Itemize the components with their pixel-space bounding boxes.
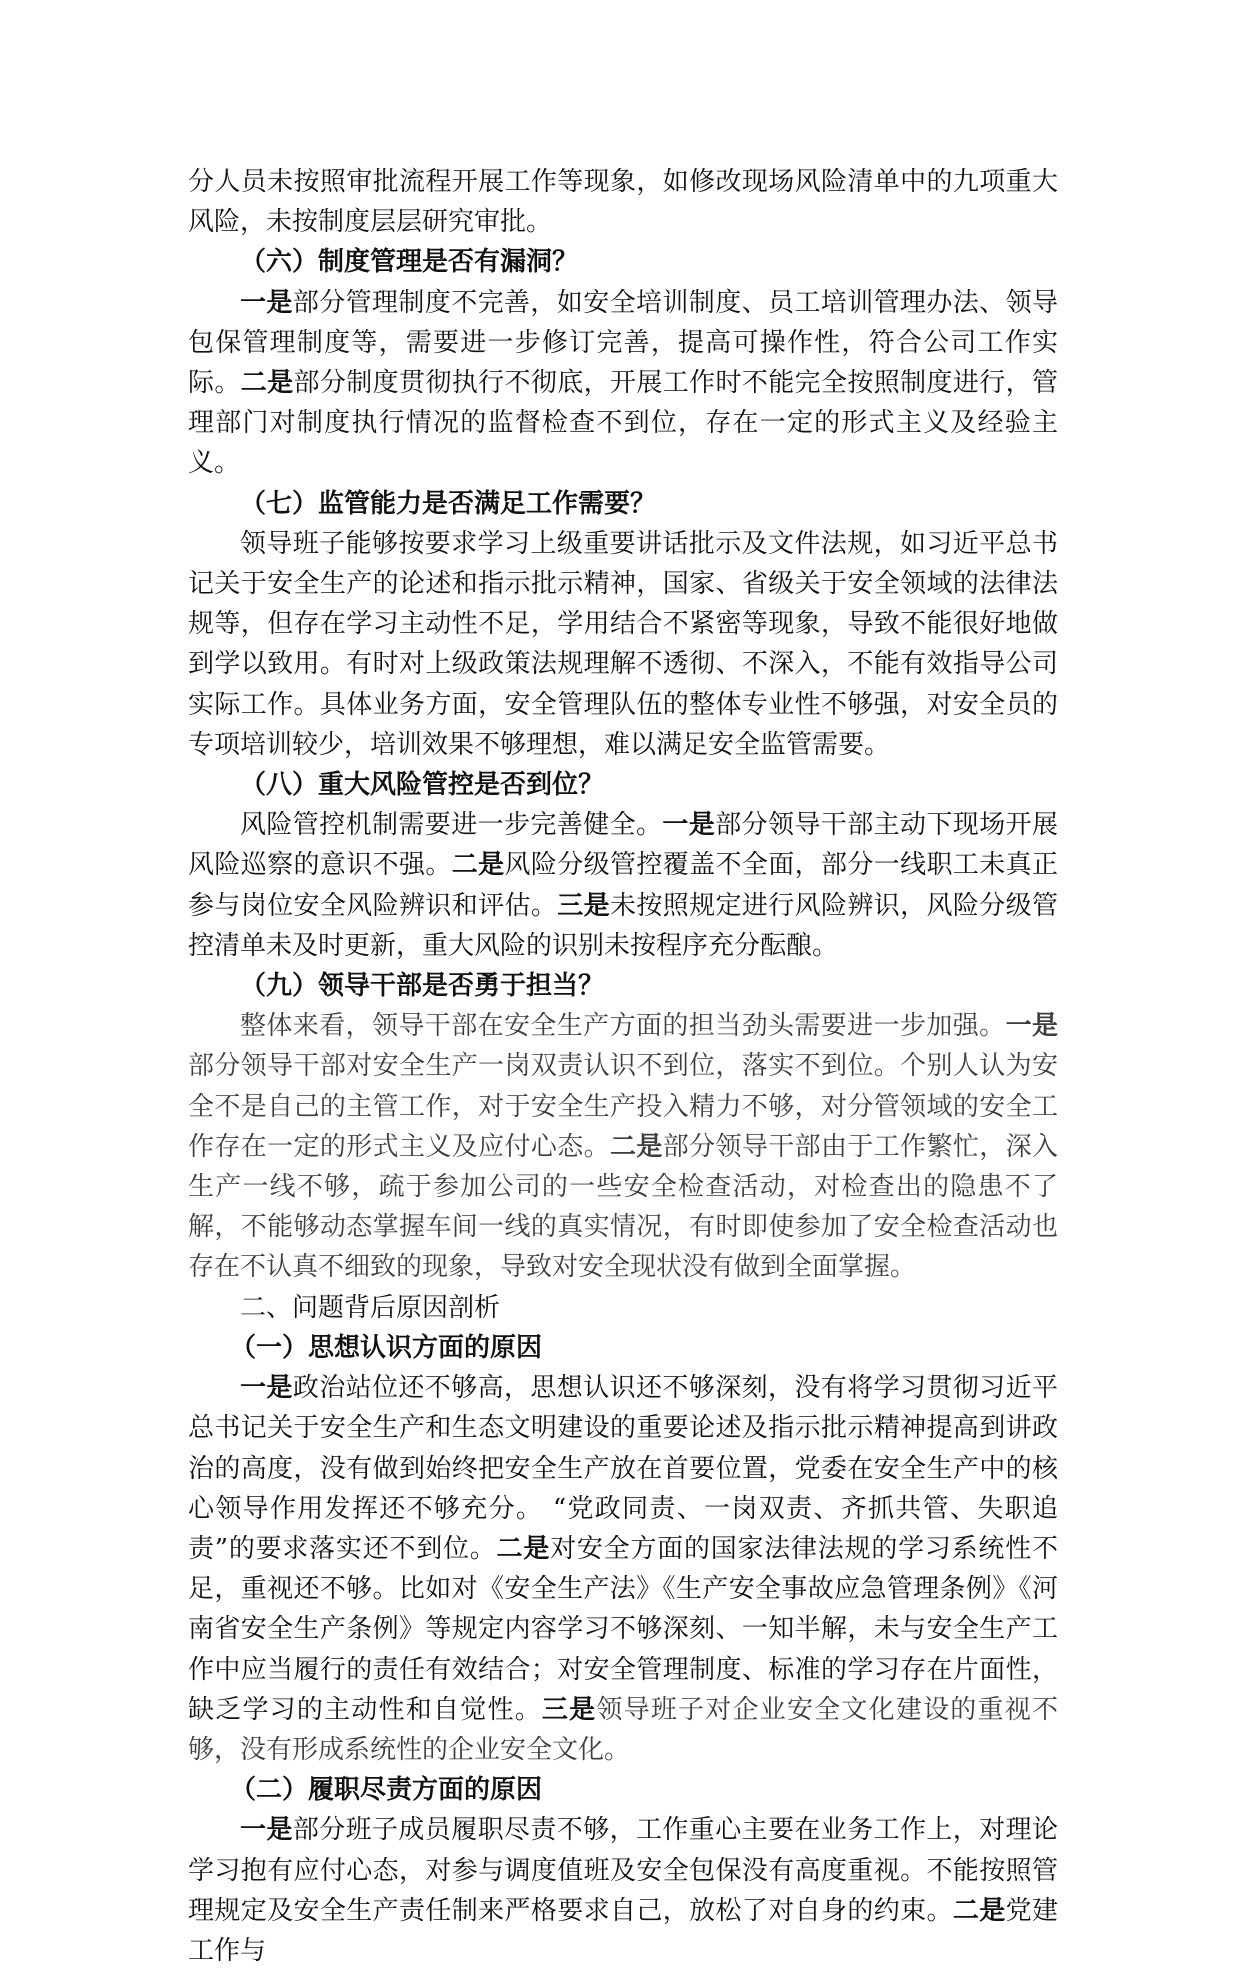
heading-seven: （七）监管能力是否满足工作需要？ [240,488,657,519]
paragraph-text: 部分领导干部由于工作繁忙，深入生产一线不够，疏于参加公司的一些安全检查活动，对检查出的隐患不了解，不能够动态掌握车间一线的真实情况，有时即使参加了安全检查活动也存在不认真不细致的现象，导致对安全现状没有做到全面掌握。 [188,1131,1058,1283]
paragraph-duty-causes [188,1810,1058,1971]
paragraph-text: 风险分级管控覆盖不全面，部分一线职工未真正参与岗位安全风险辨识和评估。 [188,850,1058,921]
document-body [188,162,1058,1971]
paragraph-text: 未按照规定进行风险辨识，风险分级管控清单未及时更新，重大风险的识别未按程序充分酝酿。 [188,890,1058,961]
heading-eight: （八）重大风险管控是否到位？ [240,770,605,801]
heading-nine: （九）领导干部是否勇于担当？ [240,971,605,1002]
subsection-title-duty-performance: （二）履职尽责方面的原因 [230,1775,543,1806]
subsection-title-ideology: （一）思想认识方面的原因 [230,1332,543,1363]
marker-second: 二是 [496,1533,551,1564]
marker-first: 一是 [240,287,293,318]
paragraph-text: 分人员未按照审批流程开展工作等现象，如修改现场风险清单中的九项重大风险，未按制度层层研究审批。 [188,167,1058,238]
paragraph-ideology-causes [188,1368,1058,1770]
paragraph-text: 对安全方面的国家法律法规的学习系统性不足，重视还不够。比如对《安全生产法》《生产安全事故应急管理条例》《河南省安全生产条例》等规定内容学习不够深刻、一知半解，未与安全生产工作中应当履行的责任有效结合；对安全管理制度、标准的学习存在片面性，缺乏学习的主动性和自觉性。 [188,1533,1058,1725]
marker-second: 二是 [451,850,505,881]
paragraph-risk-control [188,805,1058,966]
marker-second: 二是 [240,368,294,399]
paragraph-text: 整体来看，领导干部在安全生产方面的担当劲头需要进一步加强。 [240,1011,1006,1042]
marker-first: 一是 [240,1815,293,1846]
marker-third: 三是 [541,1694,597,1725]
marker-third: 三是 [557,890,610,921]
marker-first: 一是 [1005,1011,1058,1042]
paragraph-text: 领导班子能够按要求学习上级重要讲话批示及文件法规，如习近平总书记关于安全生产的论述和指示批示精神，国家、省级关于安全领域的法律法规等，但存在学习主动性不足，学用结合不紧密等现象，导致不能很好地做到学以致用。有时对上级政策法规理解不透彻、不深入，不能有效指导公司实际工作。具体业务方面，安全管理队伍的整体专业性不够强，对安全员的专项培训较少，培训效果不够理想，难以满足安全监管需要。 [188,528,1058,760]
paragraph-text: 部分班子成员履职尽责不够，工作重心主要在业务工作上，对理论学习抱有应付心态，对参与调度值班及安全包保没有高度重视。不能按照管理规定及安全生产责任制来严格要求自己，放松了对自身的约束。 [188,1815,1058,1926]
paragraph-text: 部分制度贯彻执行不彻底，开展工作时不能完全按照制度进行，管理部门对制度执行情况的监督检查不到位，存在一定的形式主义及经验主义。 [188,368,1058,479]
paragraph-system-management [188,283,1058,484]
paragraph-continued [188,162,1058,242]
paragraph-leadership-responsibility [188,1006,1058,1287]
marker-second: 二是 [952,1895,1006,1926]
paragraph-supervision-capability [188,524,1058,765]
paragraph-text: 部分领导干部主动下现场开展风险巡察的意识不强。 [188,810,1058,881]
section-title-cause-analysis: 二、问题背后原因剖析 [240,1292,501,1323]
paragraph-text: 领导班子对企业安全文化建设的重视不够，没有形成系统性的企业安全文化。 [188,1694,1058,1765]
paragraph-text: 政治站位还不够高，思想认识还不够深刻，没有将学习贯彻习近平总书记关于安全生产和生态文明建设的重要论述及指示批示精神提高到讲政治的高度，没有做到始终把安全生产放在首要位置，党委在安全生产中的核心领导作用发挥还不够充分。 “党政同责、一岗双责、齐抓共管、失职追责”的要求落实还不到位。 [188,1373,1058,1564]
paragraph-text: 风险管控机制需要进一步完善健全。 [240,810,663,841]
marker-first: 一是 [662,810,716,841]
heading-six: （六）制度管理是否有漏洞？ [240,247,579,278]
paragraph-text: 部分领导干部对安全生产一岗双责认识不到位，落实不到位。个别人认为安全不是自己的主管工作，对于安全生产投入精力不够，对分管领域的安全工作存在一定的形式主义及应付心态。 [188,1051,1058,1162]
marker-second: 二是 [609,1131,663,1162]
marker-first: 一是 [240,1373,293,1404]
paragraph-text: 部分管理制度不完善，如安全培训制度、员工培训管理办法、领导包保管理制度等，需要进一步修订完善，提高可操作性，符合公司工作实际。 [188,287,1058,399]
paragraph-text: 党建工作与 [188,1895,1058,1966]
